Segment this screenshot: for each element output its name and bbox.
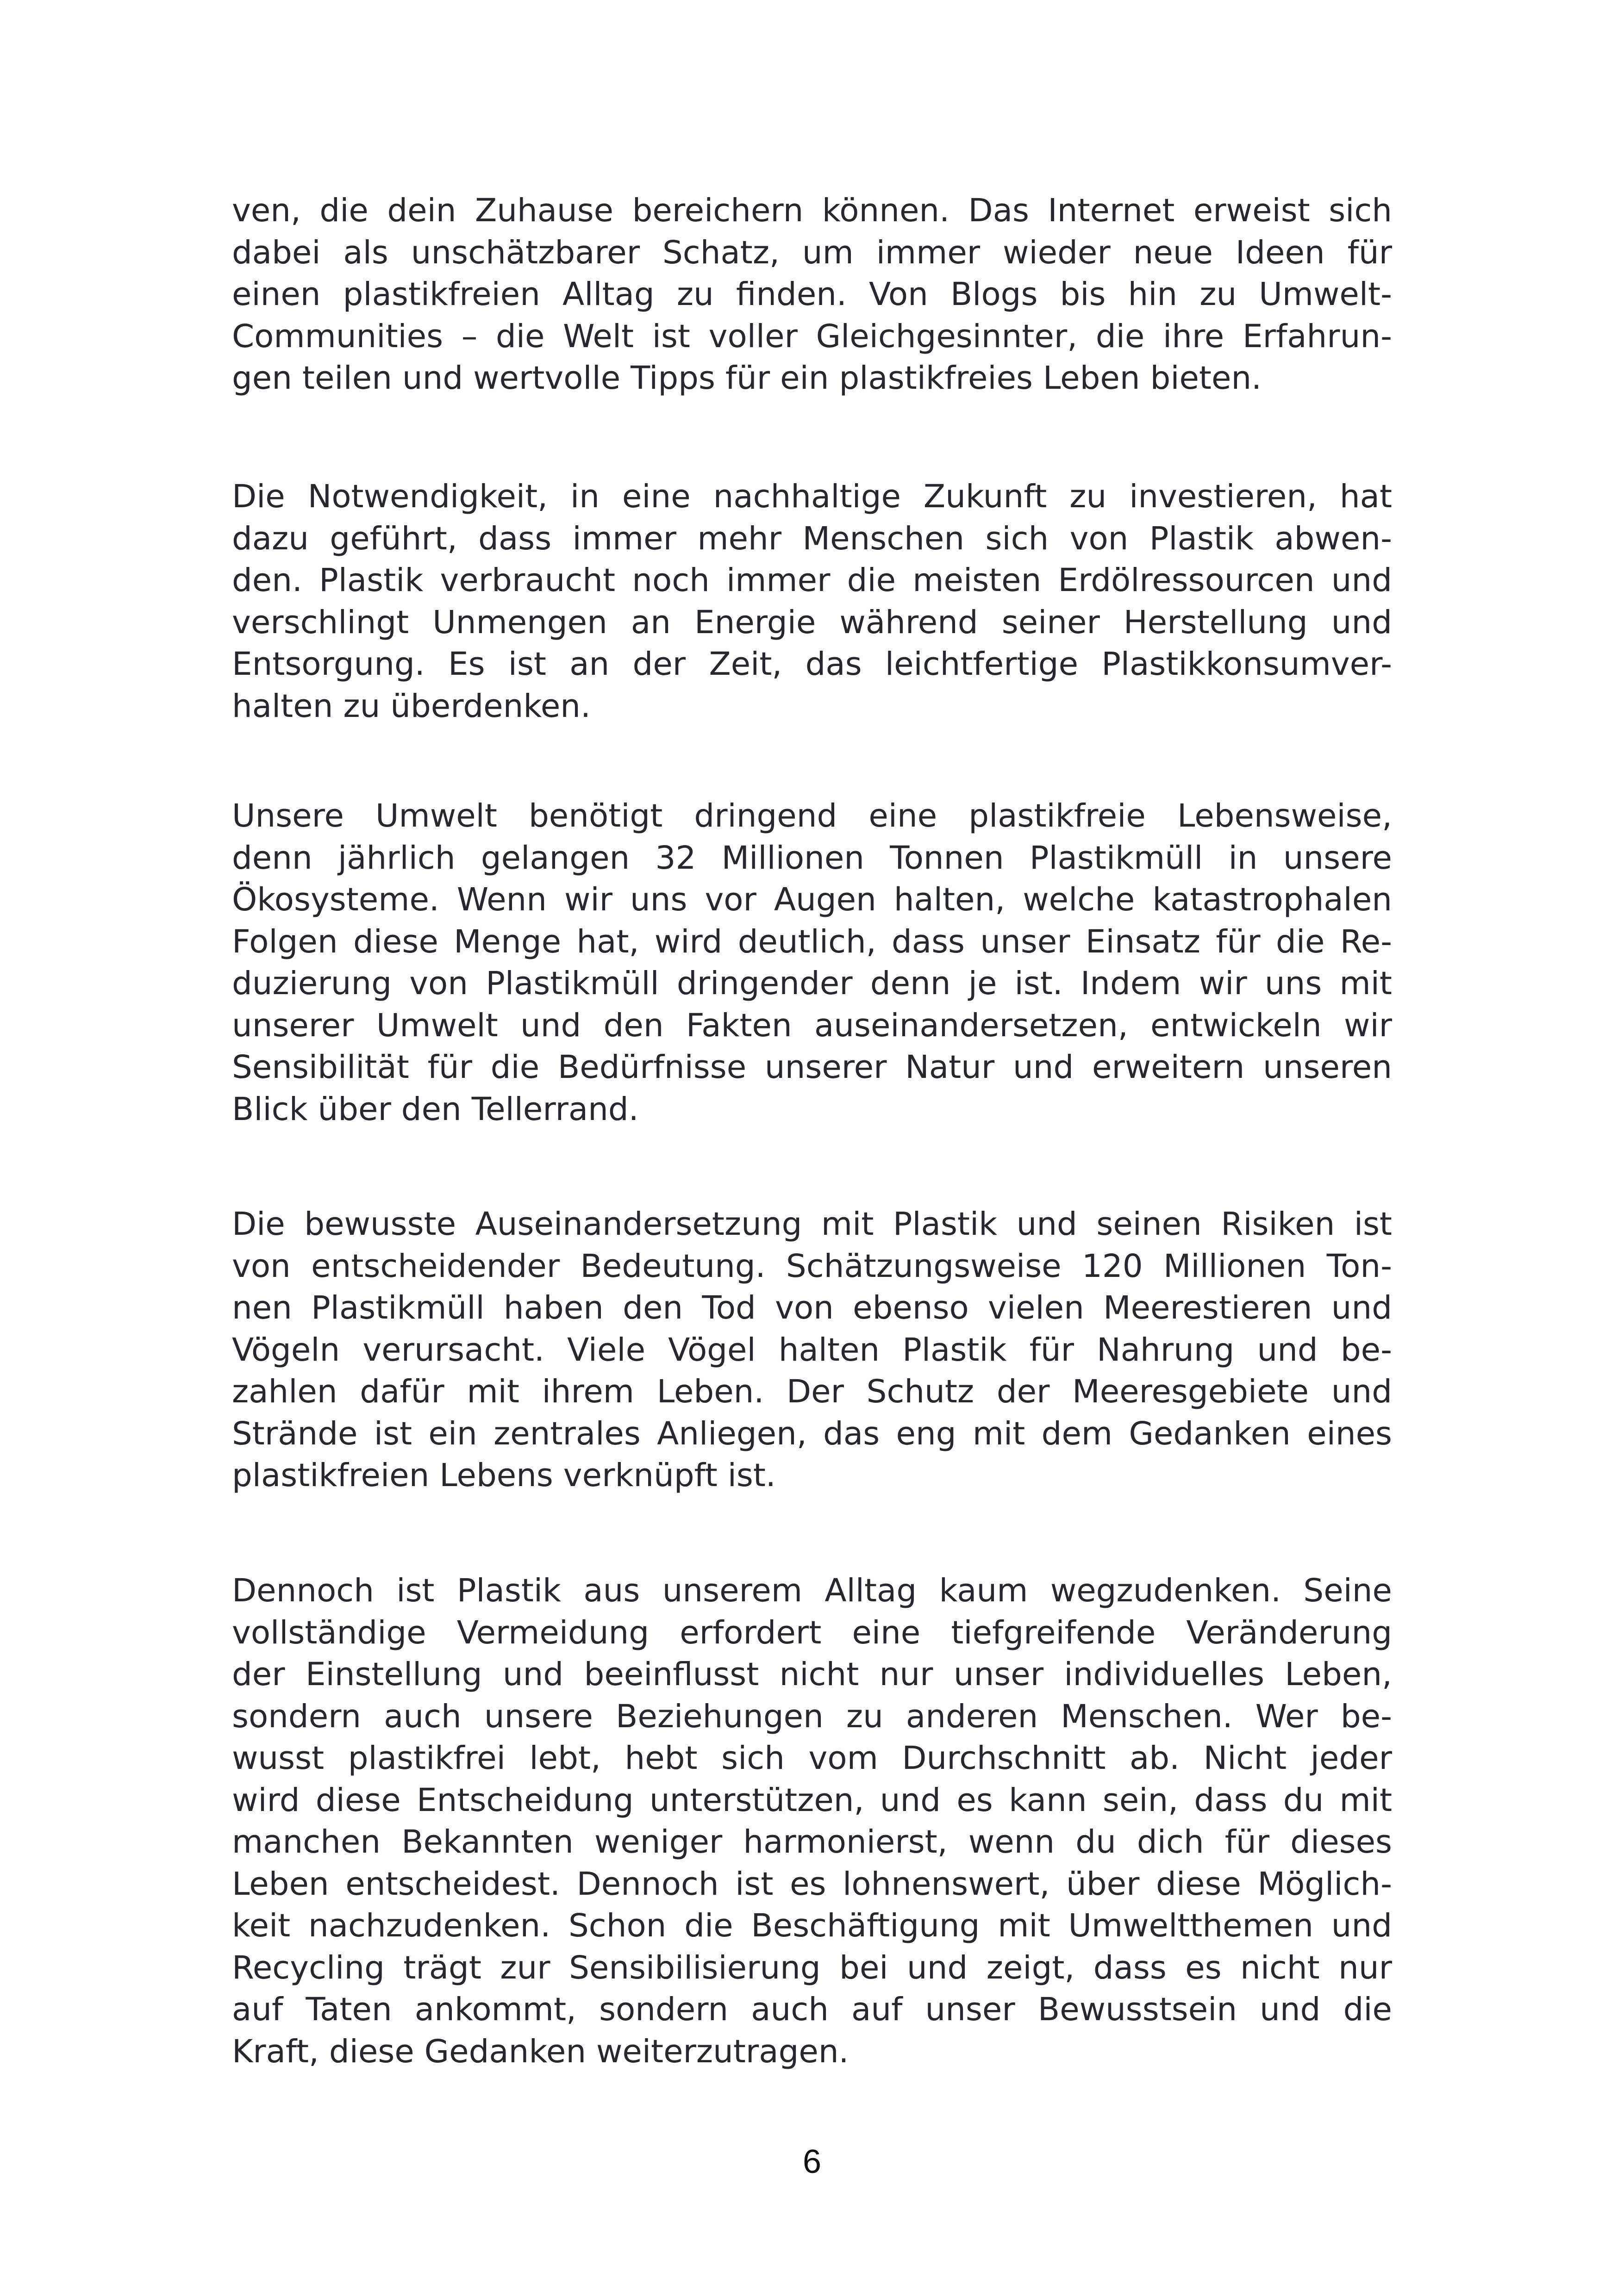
paragraph-line: denn jährlich gelangen 32 Millionen Tonnen Plastikmüll in unsere: [232, 839, 1392, 877]
paragraph-line: unserer Umwelt und den Fakten auseinandersetzen, entwickeln wir: [232, 1007, 1392, 1044]
paragraph-line: einen plastikfreien Alltag zu finden. Von Blogs bis hin zu Umwelt-: [232, 276, 1392, 313]
paragraph-line: Entsorgung. Es ist an der Zeit, das leichtfertige Plastikkonsumver-: [232, 646, 1392, 683]
paragraph-line: Vögeln verursacht. Viele Vögel halten Plastik für Nahrung und be-: [232, 1331, 1392, 1369]
paragraph-line: Die bewusste Auseinandersetzung mit Plastik und seinen Risiken ist: [232, 1206, 1392, 1243]
paragraph-line: Die Notwendigkeit, in eine nachhaltige Zukunft zu investieren, hat: [232, 478, 1392, 515]
paragraph-line: den. Plastik verbraucht noch immer die meisten Erdölressourcen und: [232, 562, 1392, 599]
paragraph-line: Dennoch ist Plastik aus unserem Alltag kaum wegzudenken. Seine: [232, 1572, 1392, 1609]
paragraph-4: [232, 1203, 1392, 1497]
paragraph-3: [232, 795, 1392, 1130]
paragraph-line: auf Taten ankommt, sondern auch auf unser Bewusstsein und die: [232, 1991, 1392, 2028]
paragraph-1: [232, 190, 1392, 399]
paragraph-line: der Einstellung und beeinflusst nicht nur unser individuelles Leben,: [232, 1656, 1392, 1693]
paragraph-line: wird diese Entscheidung unterstützen, und es kann sein, dass du mit: [232, 1781, 1392, 1819]
paragraph-line: ven, die dein Zuhause bereichern können. Das Internet erweist sich: [232, 192, 1392, 229]
paragraph-line: dabei als unschätzbarer Schatz, um immer wieder neue Ideen für: [232, 234, 1392, 271]
paragraph-line: vollständige Vermeidung erfordert eine tiefgreifende Veränderung: [232, 1614, 1392, 1651]
paragraph-line: verschlingt Unmengen an Energie während seiner Herstellung und: [232, 604, 1392, 641]
paragraph-line: wusst plastikfrei lebt, hebt sich vom Durchschnitt ab. Nicht jeder: [232, 1740, 1392, 1777]
paragraph-line: Recycling trägt zur Sensibilisierung bei und zeigt, dass es nicht nur: [232, 1949, 1392, 1986]
paragraph-line: Strände ist ein zentrales Anliegen, das eng mit dem Gedanken eines: [232, 1415, 1392, 1452]
paragraph-line: manchen Bekannten weniger harmonierst, wenn du dich für dieses: [232, 1823, 1392, 1860]
paragraph-2: [232, 476, 1392, 727]
paragraph-line: Unsere Umwelt benötigt dringend eine plastikfreie Lebensweise,: [232, 797, 1392, 834]
paragraph-5: [232, 1570, 1392, 2072]
paragraph-line: Folgen diese Menge hat, wird deutlich, dass unser Einsatz für die Re-: [232, 923, 1392, 960]
paragraph-line: Leben entscheidest. Dennoch ist es lohnenswert, über diese Möglich-: [232, 1865, 1392, 1903]
paragraph-line: zahlen dafür mit ihrem Leben. Der Schutz der Meeresgebiete und: [232, 1373, 1392, 1410]
paragraph-line: gen teilen und wertvolle Tipps für ein plastikfreies Leben bieten.: [232, 360, 1262, 397]
paragraph-line: Ökosysteme. Wenn wir uns vor Augen halten, welche katastrophalen: [232, 881, 1392, 918]
page-number: 6: [802, 2143, 822, 2180]
paragraph-line: Communities – die Welt ist voller Gleichgesinnter, die ihre Erfahrun-: [232, 317, 1392, 355]
paragraph-line: dazu geführt, dass immer mehr Menschen sich von Plastik abwen-: [232, 520, 1392, 557]
paragraph-line: halten zu überdenken.: [232, 687, 591, 725]
paragraph-line: von entscheidender Bedeutung. Schätzungsweise 120 Millionen Ton-: [232, 1247, 1392, 1285]
paragraph-line: plastikfreien Lebens verknüpft ist.: [232, 1457, 776, 1494]
paragraph-line: Sensibilität für die Bedürfnisse unserer Natur und erweitern unseren: [232, 1049, 1392, 1086]
paragraph-line: duzierung von Plastikmüll dringender denn je ist. Indem wir uns mit: [232, 965, 1392, 1002]
paragraph-line: keit nachzudenken. Schon die Beschäftigung mit Umweltthemen und: [232, 1907, 1392, 1944]
paragraph-line: Kraft, diese Gedanken weiterzutragen.: [232, 2033, 849, 2070]
paragraph-line: Blick über den Tellerrand.: [232, 1090, 639, 1128]
paragraph-line: nen Plastikmüll haben den Tod von ebenso vielen Meerestieren und: [232, 1289, 1392, 1326]
paragraph-line: sondern auch unsere Beziehungen zu anderen Menschen. Wer be-: [232, 1698, 1392, 1735]
